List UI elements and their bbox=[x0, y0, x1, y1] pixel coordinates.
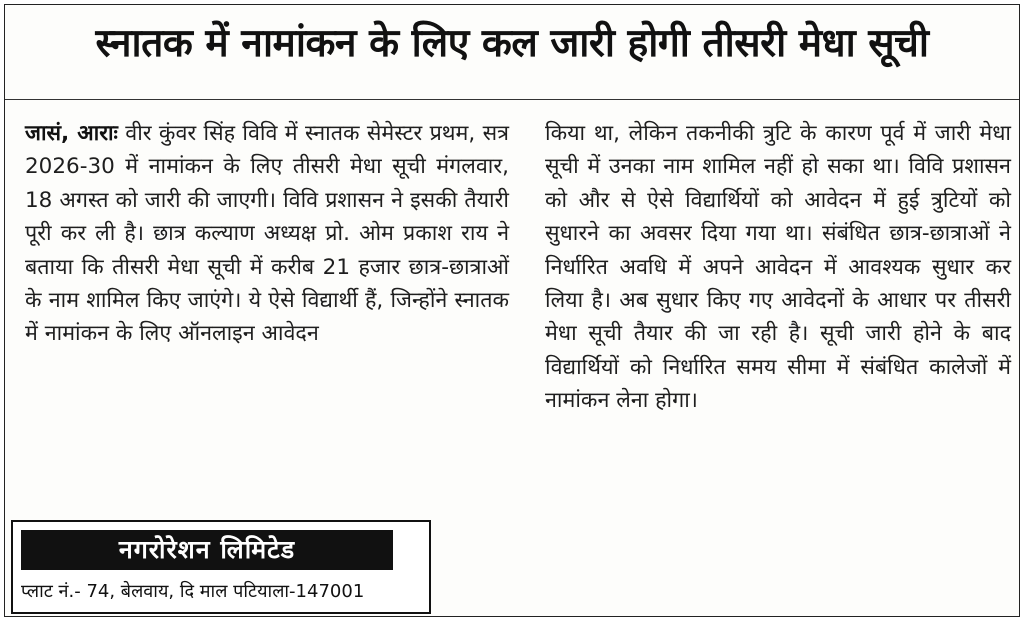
advertiser-address: प्लाट नं.- 74, बेलवाय, दि माल पटियाला-147001 bbox=[21, 581, 365, 602]
advertisement-box bbox=[11, 520, 431, 614]
headline: स्नातक में नामांकन के लिए कल जारी होगी तीसरी मेधा सूची bbox=[95, 21, 929, 66]
article-body-right: किया था, लेकिन तकनीकी त्रुटि के कारण पूर्व में जारी मेधा सूची में उनका नाम शामिल नहीं हो सका था। विवि प्रशासन को और से ऐसे विद्यार्थियों को आवेदन में हुई त्रुटियों को सुधारने का अवसर दिया गया था। संबंधित छात्र-छात्राओं ने निर्धारित अवधि में अपने आवेदन में आवश्यक सुधार कर लिया है। अब सुधार किए गए आवेदनों के आधार पर तीसरी मेधा सूची तैयार की जा रही है। सूची जारी होने के बाद विद्यार्थियों को निर्धारित समय सीमा में संबंधित कालेजों में नामांकन लेना होगा। bbox=[545, 121, 1011, 414]
article-column-left bbox=[25, 117, 509, 502]
dateline: जासं, आराः bbox=[25, 121, 118, 146]
article-column-right bbox=[545, 117, 1011, 587]
newspaper-clipping bbox=[4, 4, 1020, 617]
article-body-left: वीर कुंवर सिंह विवि में स्नातक सेमेस्टर प्रथम, सत्र 2026-30 में नामांकन के लिए तीसरी मेधा सूची मंगलवार, 18 अगस्त को जारी की जाएगी। विवि प्रशासन ने इसकी तैयारी पूरी कर ली है। छात्र कल्याण अध्यक्ष प्रो. ओम प्रकाश राय ने बताया कि तीसरी मेधा सूची में करीब 21 हजार छात्र-छात्राओं के नाम शामिल किए जाएंगे। ये ऐसे विद्यार्थी हैं, जिन्होंने स्नातक में नामांकन के लिए ऑनलाइन आवेदन bbox=[25, 121, 509, 347]
advertiser-name: नगरोरेशन लिमिटेड bbox=[21, 530, 393, 570]
headline-divider bbox=[5, 99, 1019, 100]
